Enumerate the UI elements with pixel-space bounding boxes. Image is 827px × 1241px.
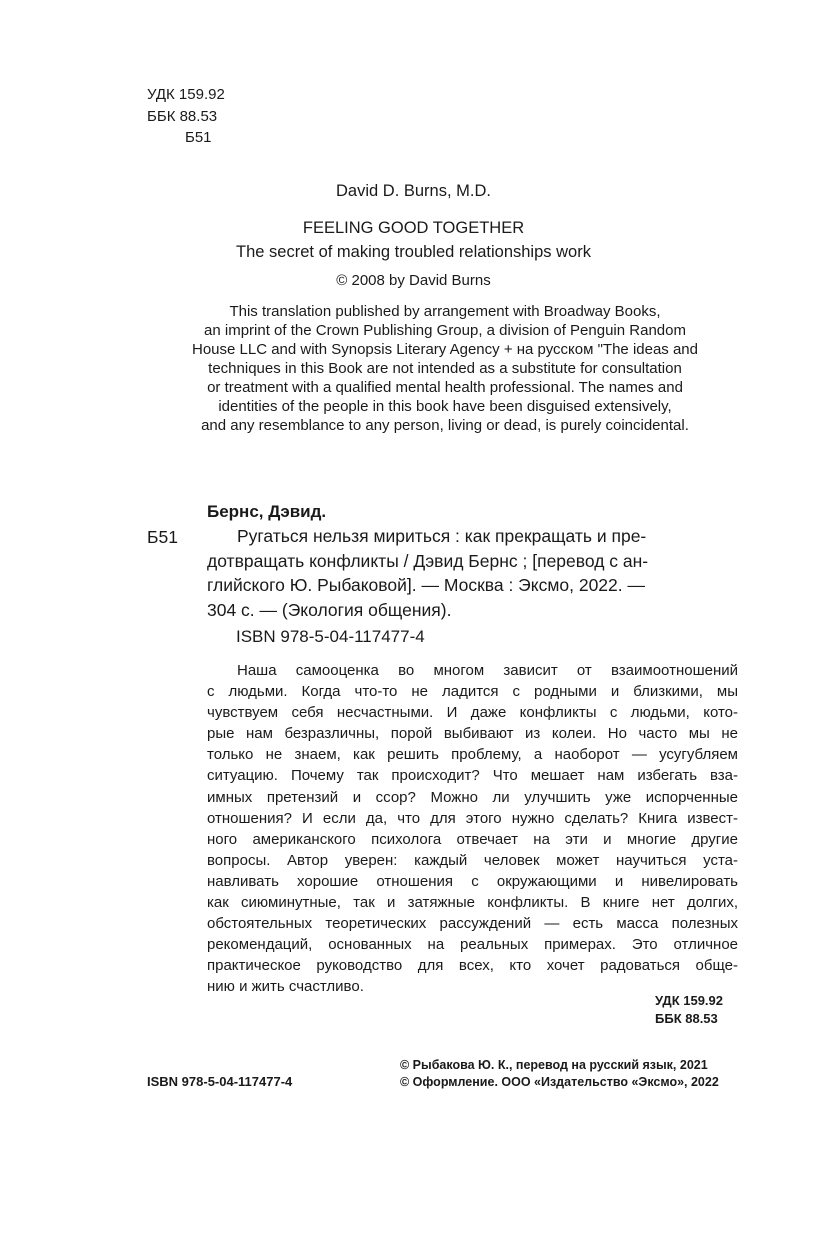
footer-isbn: ISBN 978-5-04-117477-4 (147, 1074, 293, 1089)
original-title-block (0, 216, 827, 264)
annotation-line: нию и жить счастливо. (207, 978, 364, 996)
annotation-line: с людьми. Когда что-то не ладится с родными и близкими, мы (207, 683, 738, 701)
bibliographic-author: Бернс, Дэвид. (207, 502, 327, 521)
annotation-line: только не знаем, как решить проблему, а наоборот — усугубляем (207, 746, 738, 764)
annotation-line: рые нам безразличны, порой выбивают из колеи. Но часто мы не (207, 725, 738, 743)
bbk-code: ББК 88.53 (147, 107, 218, 125)
footer-classification (655, 992, 723, 1028)
description-line: глийского Ю. Рыбаковой]. — Москва : Эксмо, 2022. — (207, 575, 645, 595)
annotation-line: обстоятельных теоретических рассуждений — есть масса полезных (207, 915, 738, 933)
annotation-line: навливать хорошие отношения с окружающими и нивелировать (207, 872, 738, 890)
bibliographic-code: Б51 (147, 527, 178, 547)
notice-line: an imprint of the Crown Publishing Group, a division of Penguin Random (204, 322, 686, 339)
footer-udk: УДК 159.92 (655, 993, 723, 1008)
copyright-design: © Оформление. ООО «Издательство «Эксмо», 2022 (400, 1075, 719, 1089)
original-author: David D. Burns, M.D. (336, 182, 491, 200)
annotation-line: как сиюминутные, так и затяжные конфликты. В книге нет долгих, (207, 894, 738, 912)
notice-line: techniques in this Book are not intended as a substitute for consultation (208, 360, 682, 377)
copyright-translation: © Рыбакова Ю. К., перевод на русский язык, 2021 (400, 1058, 708, 1072)
annotation-line: чувствуем себя несчастными. И даже конфликты с людьми, кото- (207, 704, 738, 722)
author-mark: Б51 (185, 129, 212, 146)
notice-line: identities of the people in this book have been disguised extensively, (218, 398, 672, 415)
annotation-line: ного американского психолога отвечает на эти и многие другие (207, 830, 738, 848)
bibliographic-description (207, 524, 742, 622)
annotation-line: рекомендаций, основанных на реальных примерах. Это отличное (207, 936, 738, 954)
udk-code: УДК 159.92 (147, 86, 225, 103)
annotation-line: практическое руководство для всех, кто хочет радоваться обще- (207, 957, 738, 975)
translation-notice (150, 302, 740, 435)
bibliographic-isbn: ISBN 978-5-04-117477-4 (236, 627, 425, 646)
classification-codes (147, 84, 225, 149)
footer-bbk: ББК 88.53 (655, 1011, 718, 1026)
original-copyright: © 2008 by David Burns (336, 272, 491, 289)
annotation-line: отношения? И если да, что для этого нужно сделать? Книга извест- (207, 809, 738, 827)
notice-line: This translation published by arrangement with Broadway Books, (229, 303, 661, 320)
original-title: FEELING GOOD TOGETHER (302, 219, 525, 237)
annotation (207, 660, 738, 998)
annotation-line: вопросы. Автор уверен: каждый человек может научиться уста- (207, 851, 738, 869)
notice-line: or treatment with a qualified mental health professional. The names and (207, 379, 683, 396)
annotation-line: ситуацию. Почему так происходит? Что мешает нам избегать вза- (207, 767, 738, 785)
annotation-line: имных претензий и ссор? Можно ли улучшить уже испорченные (207, 788, 738, 806)
notice-line: House LLC and with Synopsis Literary Agency + на русском "The ideas and (191, 341, 698, 358)
description-line: Ругаться нельзя мириться : как прекращать и пре- (237, 526, 647, 546)
notice-line: and any resemblance to any person, living or dead, is purely coincidental. (201, 417, 689, 434)
footer-copyrights (400, 1057, 719, 1091)
description-line: 304 с. — (Экология общения). (207, 599, 452, 620)
annotation-line: Наша самооценка во многом зависит от взаимоотношений (237, 662, 738, 679)
original-subtitle: The secret of making troubled relationships work (236, 243, 591, 261)
description-line: дотвращать конфликты / Дэвид Бернс ; [перевод с ан- (207, 550, 649, 571)
